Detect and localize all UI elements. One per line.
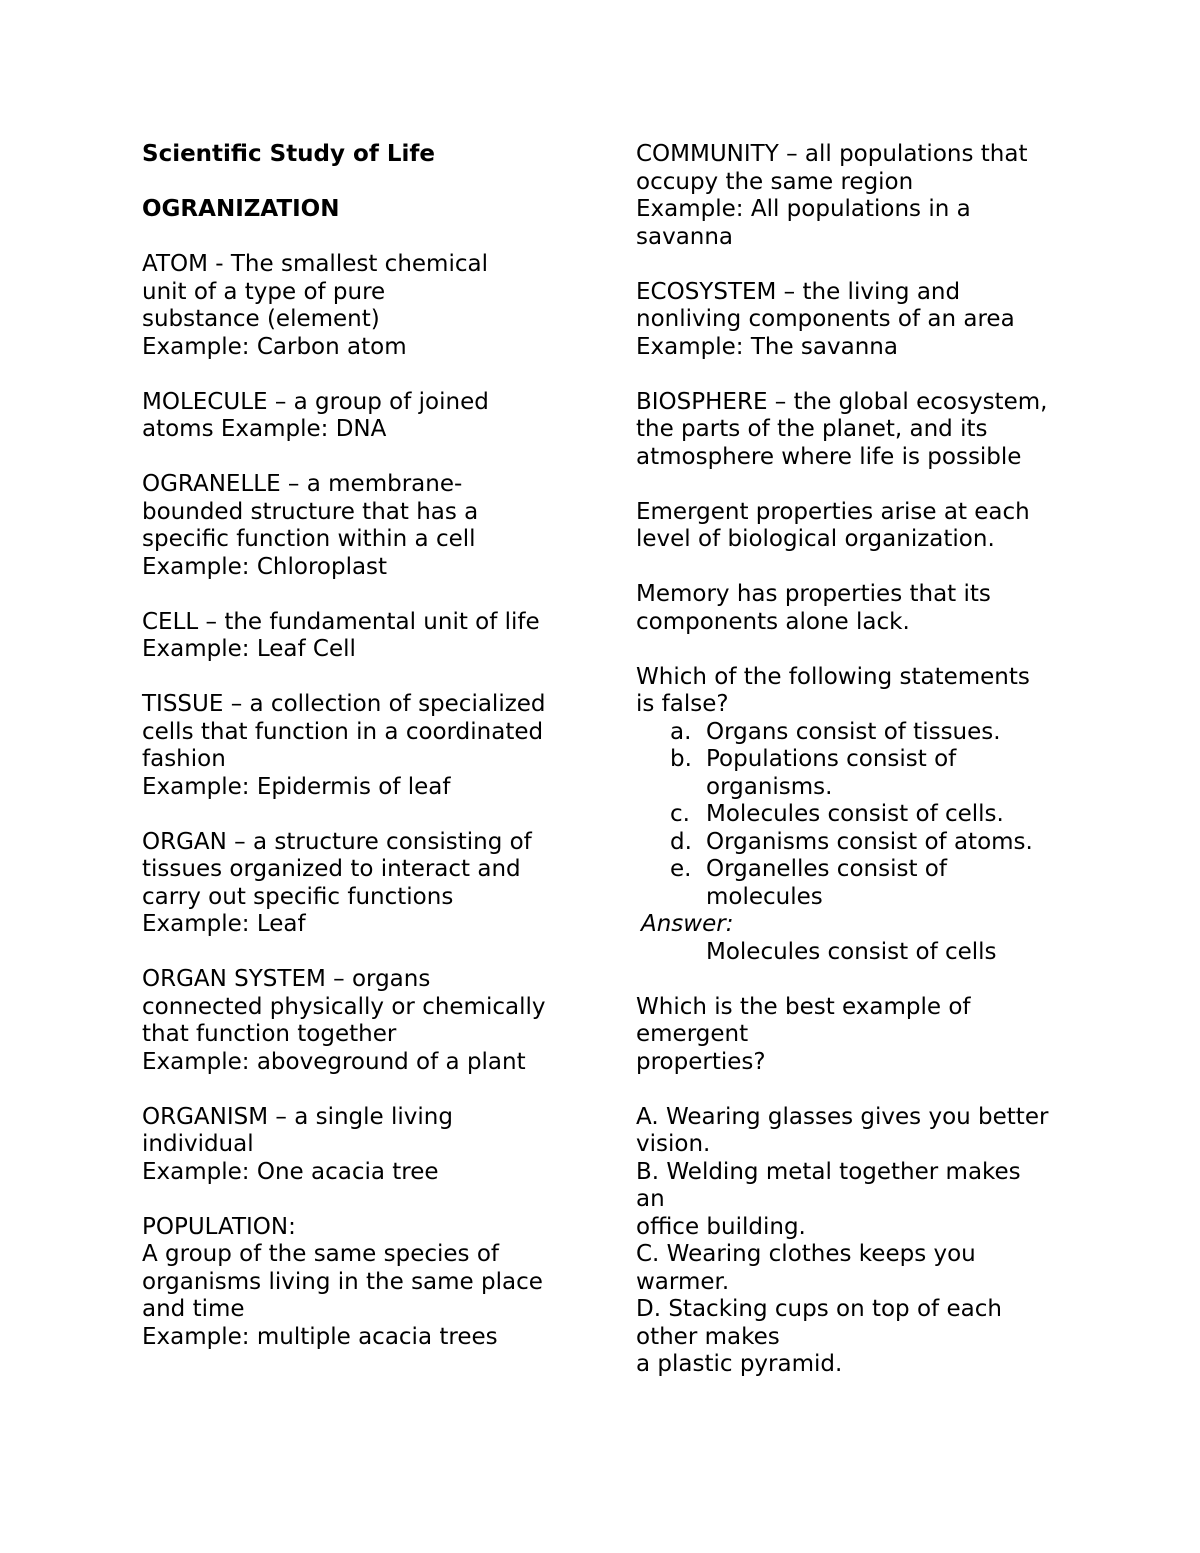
ecosystem-entry (636, 279, 1076, 362)
biosphere-line: BIOSPHERE – the global ecosystem, (636, 388, 1048, 415)
option-letter: a. (670, 718, 692, 745)
option-letter: e. (670, 856, 692, 882)
option-c (636, 801, 1076, 829)
option-line: D. Stacking cups on top of each (636, 1296, 1002, 1322)
tissue-entry (142, 691, 582, 801)
option-line: A. Wearing glasses gives you better (636, 1103, 1049, 1130)
option-text: Organs consist of tissues. (706, 718, 1001, 745)
question-2-line: emergent (636, 1021, 749, 1047)
atom-entry (142, 251, 582, 361)
tissue-line: cells that function in a coordinated (142, 718, 544, 745)
community-entry (636, 141, 1076, 251)
option-text: Molecules consist of cells. (706, 801, 1004, 827)
ecosystem-line: ECOSYSTEM – the living and (636, 278, 961, 305)
option-e (636, 856, 1076, 911)
option-letter: d. (670, 828, 692, 855)
ecosystem-line: nonliving components of an area (636, 306, 1015, 332)
community-line: occupy the same region (636, 168, 914, 195)
atom-example: Example: Carbon atom (142, 333, 407, 360)
question-2-line: properties? (636, 1048, 766, 1075)
organelle-example: Example: Chloroplast (142, 553, 388, 580)
section-heading: OGRANIZATION (142, 196, 340, 222)
option-line: vision. (636, 1131, 711, 1157)
right-column (636, 141, 1076, 1379)
tissue-line: fashion (142, 746, 226, 772)
option-text: molecules (706, 883, 823, 910)
option-line: an (636, 1186, 665, 1212)
option-letter: c. (670, 801, 690, 827)
organ-line: ORGAN – a structure consisting of (142, 828, 532, 855)
organ-line: carry out specific functions (142, 883, 454, 910)
organelle-line: specific function within a cell (142, 526, 476, 552)
left-column (142, 141, 582, 1351)
atom-line: substance (element) (142, 306, 380, 332)
ecosystem-example: Example: The savanna (636, 333, 898, 360)
memory-line: components alone lack. (636, 608, 910, 635)
option-d (636, 829, 1076, 857)
question-2-options (636, 1104, 1076, 1379)
memory-paragraph (636, 581, 1076, 636)
organism-example: Example: One acacia tree (142, 1158, 439, 1185)
atom-line: unit of a type of pure (142, 278, 386, 305)
biosphere-line: the parts of the planet, and its (636, 416, 988, 442)
biosphere-entry (636, 389, 1076, 472)
organ-system-line: that function together (142, 1021, 397, 1047)
answer-text: Molecules consist of cells (706, 938, 997, 965)
molecule-entry (142, 389, 582, 444)
question-1-line: Which of the following statements (636, 663, 1030, 690)
cell-entry (142, 609, 582, 664)
organ-example: Example: Leaf (142, 911, 306, 937)
molecule-line: MOLECULE – a group of joined (142, 388, 489, 415)
organ-system-example: Example: aboveground of a plant (142, 1048, 526, 1075)
community-example: Example: All populations in a (636, 196, 971, 222)
organ-system-line: ORGAN SYSTEM – organs (142, 966, 431, 992)
organism-line: ORGANISM – a single living (142, 1103, 453, 1130)
option-text: Organisms consist of atoms. (706, 828, 1033, 855)
emergent-line: Emergent properties arise at each (636, 498, 1030, 525)
tissue-line: TISSUE – a collection of specialized (142, 691, 546, 717)
organelle-entry (142, 471, 582, 581)
option-line: office building. (636, 1213, 806, 1240)
community-line: COMMUNITY – all populations that (636, 141, 1028, 167)
population-line: organisms living in the same place (142, 1268, 543, 1295)
organ-entry (142, 829, 582, 939)
memory-line: Memory has properties that its (636, 581, 991, 607)
organ-line: tissues organized to interact and (142, 856, 521, 882)
emergent-paragraph (636, 499, 1076, 554)
cell-line: CELL – the fundamental unit of life (142, 608, 540, 635)
question-2-line: Which is the best example of (636, 993, 971, 1020)
question-1 (636, 664, 1076, 967)
document-title: Scientific Study of Life (142, 141, 435, 167)
organ-system-entry (142, 966, 582, 1076)
cell-example: Example: Leaf Cell (142, 636, 356, 662)
organelle-line: bounded structure that has a (142, 498, 479, 525)
organelle-line: OGRANELLE – a membrane- (142, 471, 463, 497)
emergent-line: level of biological organization. (636, 526, 995, 552)
molecule-line: atoms Example: DNA (142, 416, 387, 442)
population-line: A group of the same species of (142, 1241, 500, 1267)
option-line: C. Wearing clothes keeps you (636, 1241, 976, 1267)
option-line: a plastic pyramid. (636, 1351, 843, 1377)
organism-line: individual (142, 1131, 254, 1157)
tissue-example: Example: Epidermis of leaf (142, 773, 451, 800)
option-line: other makes (636, 1323, 780, 1350)
option-text: Organelles consist of (706, 856, 947, 882)
community-example: savanna (636, 223, 734, 250)
answer-label: Answer: (641, 911, 734, 937)
organism-entry (142, 1104, 582, 1187)
population-entry (142, 1214, 582, 1352)
option-text: Populations consist of (706, 746, 957, 772)
biosphere-line: atmosphere where life is possible (636, 443, 1022, 470)
option-text: organisms. (706, 773, 833, 800)
population-example: Example: multiple acacia trees (142, 1323, 498, 1350)
question-1-options (636, 719, 1076, 912)
population-line: and time (142, 1296, 245, 1322)
option-line: warmer. (636, 1268, 730, 1295)
option-line: B. Welding metal together makes (636, 1158, 1021, 1185)
question-2 (636, 994, 1076, 1077)
atom-line: ATOM - The smallest chemical (142, 251, 488, 277)
option-a (636, 719, 1076, 747)
option-b (636, 746, 1076, 801)
organ-system-line: connected physically or chemically (142, 993, 546, 1020)
option-letter: b. (670, 746, 692, 772)
question-1-line: is false? (636, 691, 729, 717)
population-line: POPULATION: (142, 1213, 296, 1240)
